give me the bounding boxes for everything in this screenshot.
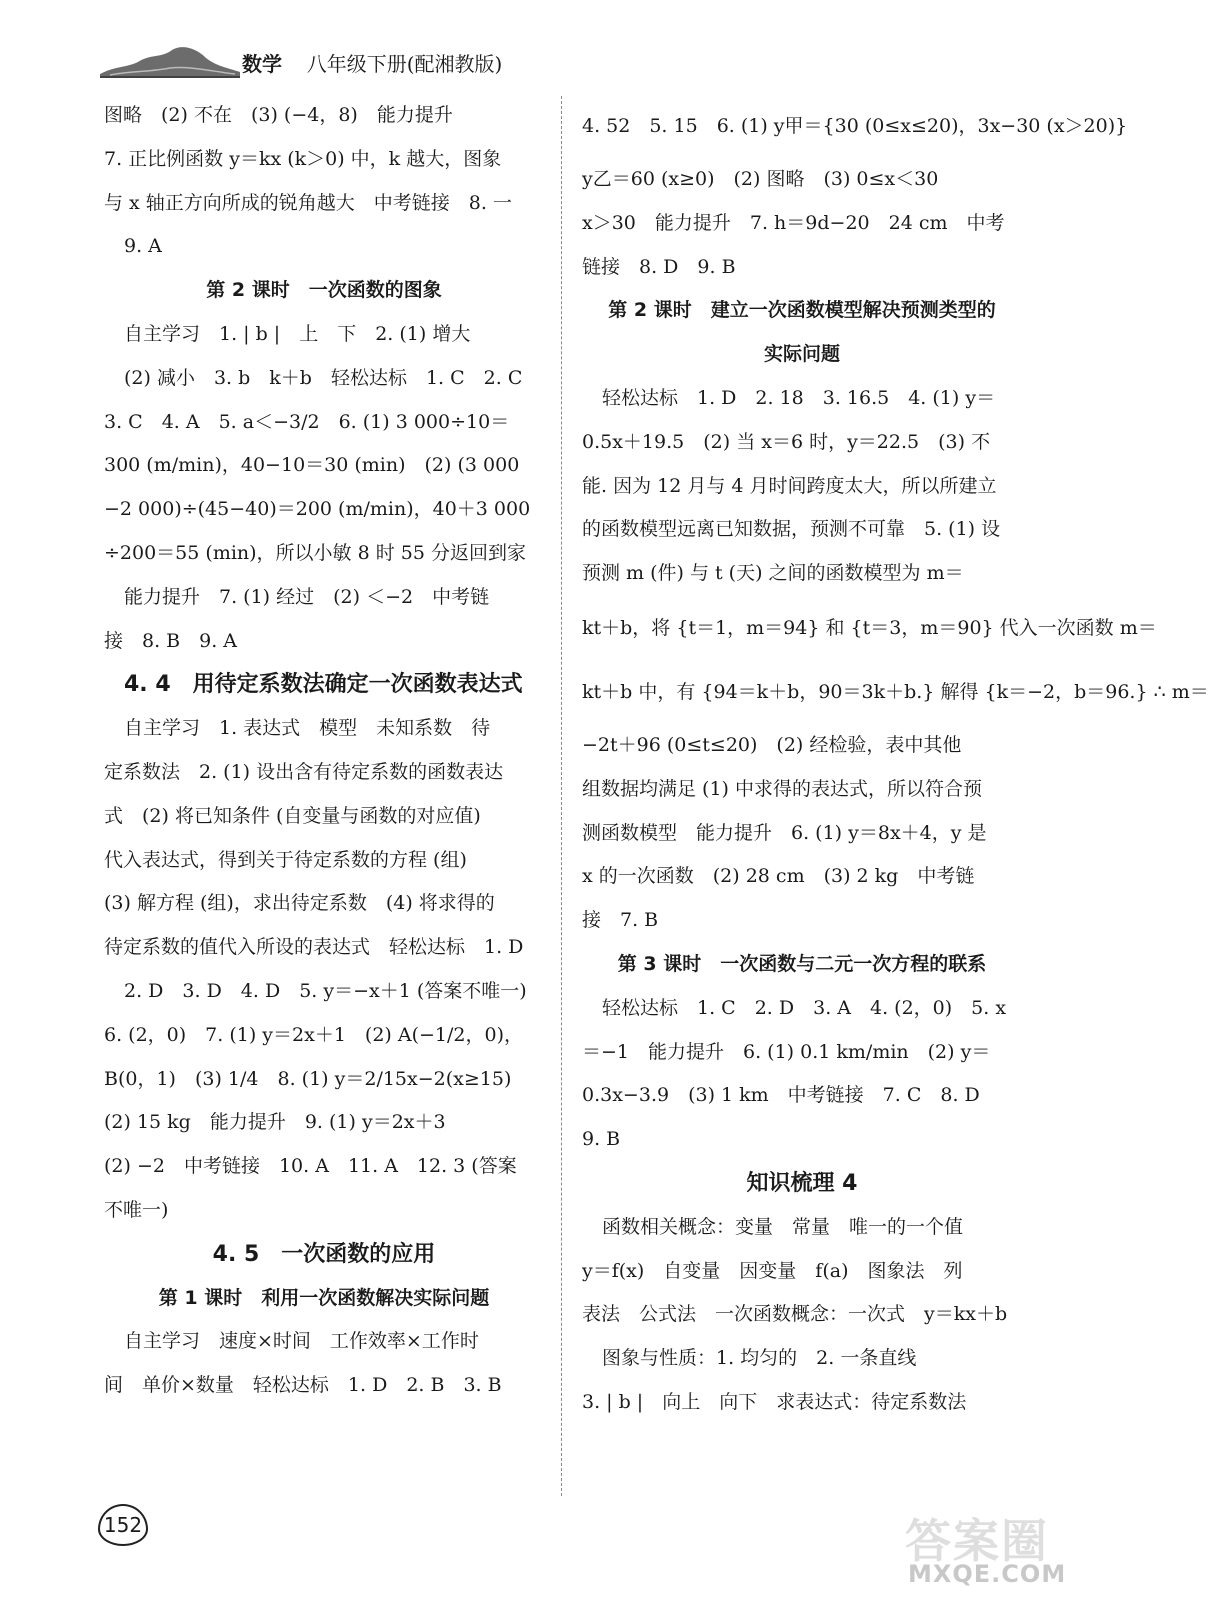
text-line: 代入表达式，得到关于待定系数的方程 (组)	[104, 848, 467, 871]
lesson-heading: 第 2 课时 建立一次函数模型解决预测类型的	[608, 299, 996, 322]
text-line: x＞30 能力提升 7. h＝9d−20 24 cm 中考	[582, 211, 1005, 234]
text-line: kt＋b，将 {t＝1，m＝94} 和 {t＝3，m＝90} 代入一次函数 m＝	[582, 616, 1157, 639]
text-line: 待定系数的值代入所设的表达式 轻松达标 1. D	[104, 936, 524, 959]
header-title	[242, 48, 502, 77]
text-line: 6. (2，0) 7. (1) y＝2x＋1 (2) A(−1/2，0)，	[104, 1023, 524, 1046]
text-line: 9. A	[124, 235, 162, 258]
text-line: 表法 公式法 一次函数概念：一次式 y＝kx＋b	[582, 1303, 1008, 1326]
lesson-heading: 第 2 课时 一次函数的图象	[206, 279, 442, 302]
text-line: 组数据均满足 (1) 中求得的表达式，所以符合预	[582, 777, 982, 800]
text-line: 接 8. B 9. A	[104, 629, 238, 652]
text-line: (3) 解方程 (组)，求出待定系数 (4) 将求得的	[104, 892, 495, 915]
text-line: 预测 m (件) 与 t (天) 之间的函数模型为 m＝	[582, 562, 964, 585]
text-line: 7. 正比例函数 y＝kx (k＞0) 中，k 越大，图象	[104, 147, 502, 170]
text-line: 9. B	[582, 1128, 621, 1151]
text-line: 300 (m/min)，40−10＝30 (min) (2) (3 000	[104, 454, 520, 477]
text-line: 自主学习 速度×时间 工作效率×工作时	[124, 1330, 479, 1353]
text-line: 测函数模型 能力提升 6. (1) y＝8x＋4，y 是	[582, 821, 987, 844]
text-line: y＝f(x) 自变量 因变量 f(a) 图象法 列	[582, 1259, 963, 1282]
watermark-url: MXQE.COM	[908, 1560, 1067, 1588]
text-line: 0.5x＋19.5 (2) 当 x＝6 时，y＝22.5 (3) 不	[582, 430, 991, 453]
text-line: 的函数模型远离已知数据，预测不可靠 5. (1) 设	[582, 518, 1001, 541]
text-line: −2t＋96 (0≤t≤20) (2) 经检验，表中其他	[582, 733, 962, 756]
text-line: (2) −2 中考链接 10. A 11. A 12. 3 (答案	[104, 1155, 517, 1178]
text-line: 自主学习 1. | b | 上 下 2. (1) 增大	[124, 322, 471, 345]
text-line: 与 x 轴正方向所成的锐角越大 中考链接 8. 一	[104, 191, 512, 214]
text-line: 图象与性质：1. 均匀的 2. 一条直线	[602, 1347, 917, 1370]
section-heading: 4. 5 一次函数的应用	[212, 1241, 436, 1267]
page-header	[100, 44, 540, 80]
text-line: 轻松达标 1. D 2. 18 3. 16.5 4. (1) y＝	[602, 386, 996, 409]
text-line: 3. | b | 向上 向下 求表达式：待定系数法	[582, 1390, 967, 1413]
text-line: 接 7. B	[582, 909, 659, 932]
text-line: 间 单价×数量 轻松达标 1. D 2. B 3. B	[104, 1374, 502, 1397]
left-column	[104, 94, 544, 1408]
lesson-heading: 第 3 课时 一次函数与二元一次方程的联系	[617, 952, 987, 975]
header-grade: 八年级下册(配湘教版)	[306, 52, 503, 76]
text-line: 自主学习 1. 表达式 模型 未知系数 待	[124, 717, 491, 740]
text-line: 链接 8. D 9. B	[582, 255, 736, 278]
text-line: 3. C 4. A 5. a＜−3/2 6. (1) 3 000÷10＝	[104, 410, 510, 433]
header-subject: 数学	[242, 52, 282, 76]
lesson-heading: 实际问题	[763, 343, 840, 366]
page-number: 152	[98, 1504, 148, 1546]
text-line: B(0，1) (3) 1/4 8. (1) y＝2/15x−2(x≥15)	[104, 1067, 512, 1090]
section-heading: 知识梳理 4	[746, 1170, 858, 1196]
text-line: y乙＝60 (x≥0) (2) 图略 (3) 0≤x＜30	[582, 168, 939, 190]
text-line: 式 (2) 将已知条件 (自变量与函数的对应值)	[104, 804, 481, 827]
right-column	[582, 94, 1209, 1425]
text-line: 函数相关概念：变量 常量 唯一的一个值	[602, 1215, 964, 1238]
text-line: 0.3x−3.9 (3) 1 km 中考链接 7. C 8. D	[582, 1084, 980, 1107]
text-line: 能. 因为 12 月与 4 月时间跨度太大，所以所建立	[582, 474, 997, 497]
text-line: 轻松达标 1. C 2. D 3. A 4. (2，0) 5. x	[602, 996, 1007, 1019]
text-line: x 的一次函数 (2) 28 cm (3) 2 kg 中考链	[582, 865, 975, 888]
watermark-logo: 答案圈	[905, 1514, 1049, 1568]
text-line: (2) 15 kg 能力提升 9. (1) y＝2x＋3	[104, 1111, 446, 1134]
text-line: 4. 52 5. 15 6. (1) y甲＝{30 (0≤x≤20)，3x−30 (x＞20)}	[582, 115, 1128, 137]
text-line: −2 000)÷(45−40)＝200 (m/min)，40＋3 000	[104, 498, 531, 521]
text-line: 定系数法 2. (1) 设出含有待定系数的函数表达	[104, 760, 504, 783]
text-line: 不唯一)	[104, 1198, 169, 1221]
text-line: 图略 (2) 不在 (3) (−4，8) 能力提升	[104, 104, 453, 126]
lesson-heading: 第 1 课时 利用一次函数解决实际问题	[158, 1286, 490, 1309]
section-heading: 4. 4 用待定系数法确定一次函数表达式	[124, 672, 523, 698]
text-line: 能力提升 7. (1) 经过 (2) ＜−2 中考链	[124, 585, 490, 608]
column-divider	[561, 96, 562, 1496]
mountain-decoration-icon	[100, 44, 240, 78]
text-line: kt＋b 中，有 {94＝k＋b，90＝3k＋b.} 解得 {k＝−2，b＝96.} ∴ m＝	[582, 680, 1209, 703]
text-line: 2. D 3. D 4. D 5. y＝−x＋1 (答案不唯一)	[124, 979, 527, 1002]
text-line: ÷200＝55 (min)，所以小敏 8 时 55 分返回到家	[104, 541, 526, 564]
text-line: (2) 减小 3. b k＋b 轻松达标 1. C 2. C	[124, 366, 523, 389]
text-line: ＝−1 能力提升 6. (1) 0.1 km/min (2) y＝	[582, 1040, 991, 1063]
